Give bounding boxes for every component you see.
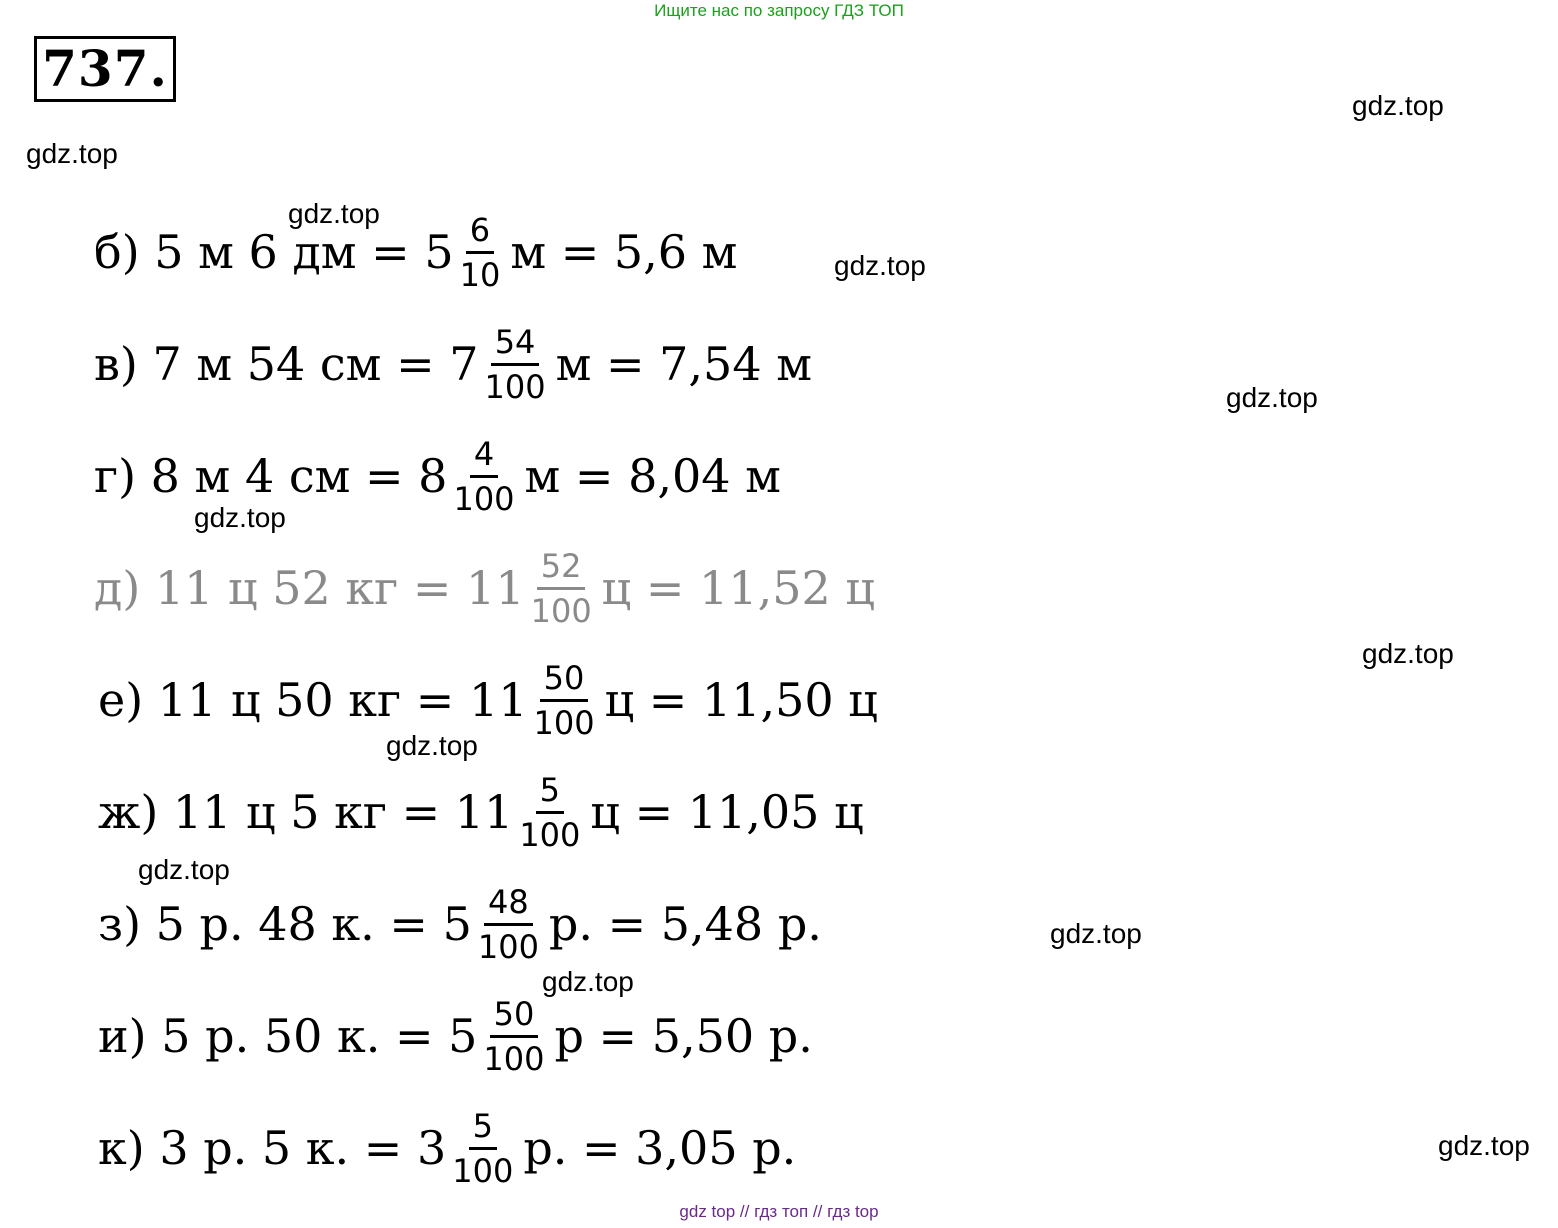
equation-label: в) (94, 337, 138, 391)
fraction-numerator: 52 (537, 548, 586, 590)
equation-rhs: м = 7,54 м (555, 337, 812, 391)
fraction-numerator: 4 (470, 436, 498, 478)
equation-label: к) (98, 1121, 145, 1175)
equation-lhs: 8 м 4 см = 8 (150, 449, 448, 503)
equation-lhs: 11 ц 50 кг = 11 (157, 673, 528, 727)
fraction-numerator: 50 (540, 660, 589, 702)
equation-zh (98, 762, 864, 862)
watermark: gdz.top (138, 854, 230, 885)
equation-e (98, 650, 878, 750)
fraction-numerator: 50 (490, 996, 539, 1038)
watermark: gdz.top (26, 138, 118, 169)
equation-d (94, 538, 875, 638)
fraction (481, 324, 550, 405)
fraction-numerator: 6 (466, 212, 494, 254)
equation-rhs: р = 5,50 р. (554, 1009, 813, 1063)
watermark: gdz.top (194, 502, 286, 533)
watermark: gdz.top (1438, 1130, 1530, 1161)
watermark: gdz.top (1050, 918, 1142, 949)
equation-label: г) (94, 449, 137, 503)
equation-i (98, 986, 813, 1086)
fraction-denominator: 100 (519, 815, 581, 854)
equation-label: е) (98, 673, 144, 727)
equation-label: ж) (98, 785, 159, 839)
top-banner: Ищите нас по запросу ГДЗ ТОП (654, 1, 904, 20)
watermark: gdz.top (834, 250, 926, 281)
fraction (448, 1108, 517, 1189)
watermark: gdz.top (542, 966, 634, 997)
equation-lhs: 3 р. 5 к. = 3 (159, 1121, 447, 1175)
fraction-denominator: 100 (530, 591, 592, 630)
equation-rhs: ц = 11,52 ц (601, 561, 875, 615)
fraction (449, 436, 518, 517)
equation-rhs: р. = 3,05 р. (523, 1121, 797, 1175)
equation-label: б) (94, 225, 140, 279)
equation-label: и) (98, 1009, 147, 1063)
fraction (527, 548, 596, 629)
fraction-denominator: 100 (453, 479, 515, 518)
equation-label: д) (94, 561, 141, 615)
equation-z (98, 874, 822, 974)
fraction-denominator: 10 (459, 255, 501, 294)
fraction-denominator: 100 (452, 1151, 514, 1190)
equation-lhs: 7 м 54 см = 7 (152, 337, 479, 391)
fraction-denominator: 100 (477, 927, 539, 966)
watermark: gdz.top (288, 198, 380, 229)
equation-rhs: р. = 5,48 р. (548, 897, 822, 951)
equation-lhs: 11 ц 5 кг = 11 (172, 785, 514, 839)
watermark: gdz.top (1352, 90, 1444, 121)
fraction (456, 212, 505, 293)
equation-label: з) (98, 897, 142, 951)
watermark: gdz.top (1226, 382, 1318, 413)
equation-v (94, 314, 812, 414)
equation-lhs: 5 р. 48 к. = 5 (155, 897, 472, 951)
equation-rhs: ц = 11,50 ц (604, 673, 878, 727)
fraction-denominator: 100 (483, 1039, 545, 1078)
bottom-banner: gdz top // гдз топ // гдз top (679, 1202, 879, 1221)
fraction (474, 884, 543, 965)
equation-lhs: 5 м 6 дм = 5 (154, 225, 454, 279)
fraction-numerator: 48 (484, 884, 533, 926)
equation-k (98, 1098, 796, 1198)
fraction (529, 660, 598, 741)
fraction (515, 772, 584, 853)
equation-rhs: ц = 11,05 ц (590, 785, 864, 839)
equation-lhs: 5 р. 50 к. = 5 (161, 1009, 478, 1063)
equation-g (94, 426, 781, 526)
equation-rhs: м = 5,6 м (510, 225, 738, 279)
watermark: gdz.top (1362, 638, 1454, 669)
equation-rhs: м = 8,04 м (524, 449, 781, 503)
equation-b (94, 202, 737, 302)
fraction-numerator: 54 (491, 324, 540, 366)
fraction (479, 996, 548, 1077)
equation-lhs: 11 ц 52 кг = 11 (154, 561, 525, 615)
fraction-numerator: 5 (536, 772, 564, 814)
watermark: gdz.top (386, 730, 478, 761)
problem-number: 737. (34, 36, 176, 102)
fraction-denominator: 100 (484, 367, 546, 406)
fraction-denominator: 100 (533, 703, 595, 742)
fraction-numerator: 5 (469, 1108, 497, 1150)
